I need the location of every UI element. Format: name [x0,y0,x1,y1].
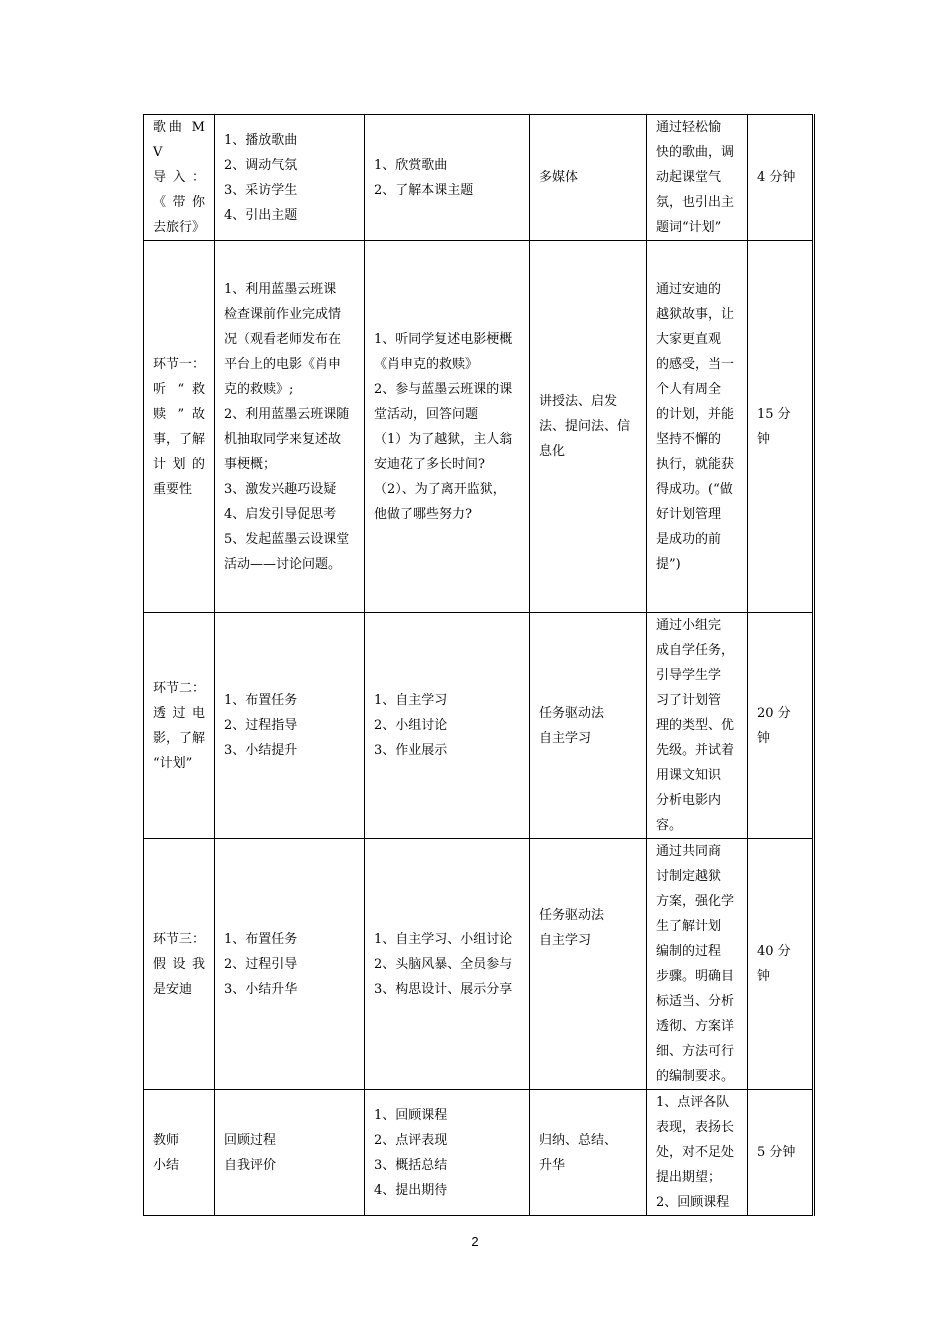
teacher-line: 活动——讨论问题。 [224,556,342,572]
intent-line: 分析电影内 [656,793,722,808]
intent-line: 通过轻松愉 [656,120,722,135]
intent-line: 2、回顾课程 [656,1195,730,1210]
stage-cell [144,241,215,613]
teacher-line: 3、激发兴趣巧设疑 [224,481,337,497]
student-line: 2、小组讨论 [374,718,448,733]
intent-line: 习了计划管 [656,693,722,708]
method-line: 任务驱动法 [539,908,605,923]
lesson-plan-table [143,114,815,1216]
stage-line: 假 设 我 [153,956,205,972]
method-cell [530,613,647,839]
teacher-line: 2、调动气氛 [224,157,298,173]
stage-line: 赎 ” 故 [153,406,205,422]
intent-line: 成自学任务， [656,643,735,658]
table-row [144,613,814,839]
teacher-line: 1、布置任务 [224,693,298,708]
stage-line: 教师 [153,1132,180,1148]
stage-line: 《带你 [153,195,205,210]
teacher-activity-cell [215,241,365,613]
student-activity-cell [365,115,530,241]
student-line: 《肖申克的救赎》 [374,356,479,372]
stage-line: 透 过 电 [153,705,205,721]
student-line: 2、参与蓝墨云班课的课 [374,381,513,397]
teacher-activity-cell [215,839,365,1090]
intent-line: 透彻、方案详 [656,1019,735,1034]
student-line: 2、点评表现 [374,1132,448,1148]
intent-line: 动起课堂气 [656,170,722,185]
student-line: （1）为了越狱，主人翁 [374,431,513,447]
stage-line: 重要性 [153,481,193,497]
teacher-activity-cell [215,613,365,839]
time-cell: 15 分钟 [748,241,814,613]
intent-line: 引导学生学 [656,668,722,683]
intent-line: 标适当、分析 [656,994,735,1009]
method-line: 息化 [539,444,566,459]
teacher-line: 4、引出主题 [224,207,298,223]
teacher-line: 2、过程引导 [224,956,298,972]
intent-line: 编制的过程 [656,944,722,959]
intent-line: 好计划管理 [656,506,722,522]
method-line: 多媒体 [539,170,579,185]
student-line: 4、提出期待 [374,1182,448,1198]
student-activity-cell [365,241,530,613]
student-line: 堂活动，回答问题 [374,406,479,422]
table-row [144,115,814,241]
method-cell [530,241,647,613]
intent-line: 的编制要求。 [656,1069,735,1084]
stage-line: 环节三： [153,931,206,947]
teacher-line: 事梗概； [224,456,277,472]
intent-line: 通过安迪的 [656,281,722,297]
intent-line: 坚持不懈的 [656,431,722,447]
intent-line: 处，对不足处 [656,1145,735,1160]
intent-line: 提”) [656,556,681,572]
intent-line: 步骤。明确目 [656,969,735,984]
intent-line: 通过小组完 [656,618,722,633]
intent-line: 表现，表扬长 [656,1120,735,1135]
teacher-line: 况（观看老师发布在 [224,331,342,347]
method-line: 自主学习 [539,933,592,948]
teacher-line: 2、利用蓝墨云班课随 [224,406,350,422]
method-cell [530,1090,647,1216]
teacher-line: 平台上的电影《肖申 [224,356,342,372]
stage-line: 影，了解 [153,730,206,746]
intent-line: 生了解计划 [656,919,722,934]
intent-line: 通过共同商 [656,844,722,859]
intent-line: 的感受，当一 [656,356,735,372]
method-line: 任务驱动法 [539,705,605,721]
intent-line: 得成功。(“做 [656,481,733,497]
student-line: 3、构思设计、展示分享 [374,981,513,997]
table-row [144,839,814,1090]
stage-line: 导 入 ： [153,170,205,185]
intent-line: 理的类型、优 [656,718,735,733]
time-cell: 40 分钟 [748,839,814,1090]
stage-cell [144,115,215,241]
method-line: 升华 [539,1157,566,1173]
teacher-activity-cell [215,115,365,241]
method-line: 讲授法、启发 [539,394,618,409]
intent-line: 1、点评各队 [656,1095,730,1110]
teacher-line: 检查课前作业完成情 [224,306,342,322]
intent-line: 个人有周全 [656,381,722,397]
student-line: 3、概括总结 [374,1157,448,1173]
teacher-line: 自我评价 [224,1157,277,1173]
teacher-line: 机抽取同学来复述故 [224,431,342,447]
time-cell: 4 分钟 [748,115,814,241]
stage-line: 计 划 的 [153,456,205,472]
intent-line: 提出期望； [656,1170,722,1185]
intent-line: 讨制定越狱 [656,869,722,884]
teacher-line: 3、小结提升 [224,743,298,758]
stage-cell [144,839,215,1090]
student-activity-cell [365,613,530,839]
student-line: 3、作业展示 [374,743,448,758]
design-intent-cell [647,241,748,613]
student-activity-cell [365,1090,530,1216]
method-line: 归纳、总结、 [539,1132,618,1148]
teacher-line: 克的救赎》; [224,381,294,397]
student-line: 安迪花了多长时间? [374,456,485,472]
intent-line: 大家更直观 [656,331,722,347]
design-intent-cell [647,1090,748,1216]
student-line: 1、回顾课程 [374,1107,448,1123]
stage-cell [144,1090,215,1216]
teacher-line: 2、过程指导 [224,718,298,733]
student-activity-cell [365,839,530,1090]
teacher-line: 3、采访学生 [224,182,298,198]
intent-line: 先级。并试着 [656,743,735,758]
stage-line: “计划” [153,755,193,771]
teacher-activity-cell [215,1090,365,1216]
stage-line: 事，了解 [153,431,206,447]
stage-line: 去旅行》 [153,220,206,235]
teacher-line: 1、利用蓝墨云班课 [224,281,337,297]
student-line: 1、听同学复述电影梗概 [374,331,513,347]
design-intent-cell [647,115,748,241]
teacher-line: 5、发起蓝墨云设课堂 [224,531,350,547]
teacher-line: 1、播放歌曲 [224,132,298,148]
student-line: 1、自主学习、小组讨论 [374,931,513,947]
stage-line: 环节一： [153,356,206,372]
design-intent-cell [647,839,748,1090]
stage-line: 小结 [153,1157,180,1173]
teacher-line: 4、启发引导促思考 [224,506,337,522]
intent-line: 是成功的前 [656,531,722,547]
design-intent-cell [647,613,748,839]
intent-line: 用课文知识 [656,768,722,783]
intent-line: 方案，强化学 [656,894,735,909]
method-cell [530,839,647,1090]
table-row [144,1090,814,1216]
student-line: 1、欣赏歌曲 [374,157,448,173]
stage-cell [144,613,215,839]
stage-line: 听 “ 救 [153,381,205,397]
teacher-line: 1、布置任务 [224,931,298,947]
stage-line: 歌曲 MV [153,120,205,160]
student-line: 他做了哪些努力? [374,506,472,522]
student-line: 2、头脑风暴、全员参与 [374,956,513,972]
page-number: 2 [471,1234,479,1249]
method-line: 自主学习 [539,730,592,746]
stage-line: 是安迪 [153,981,193,997]
intent-line: 越狱故事，让 [656,306,735,322]
intent-line: 容。 [656,818,683,833]
intent-line: 执行，就能获 [656,456,735,472]
student-line: 2、了解本课主题 [374,182,474,198]
time-cell: 20 分钟 [748,613,814,839]
intent-line: 氛，也引出主 [656,195,735,210]
student-line: （2）、为了离开监狱， [374,481,506,497]
intent-line: 快的歌曲，调 [656,145,735,160]
method-line: 法、提问法、信 [539,419,631,434]
time-cell: 5 分钟 [748,1090,814,1216]
intent-line: 题词“计划” [656,220,722,235]
table-row [144,241,814,613]
student-line: 1、自主学习 [374,693,448,708]
teacher-line: 3、小结升华 [224,981,298,997]
method-cell [530,115,647,241]
intent-line: 细、方法可行 [656,1044,735,1059]
stage-line: 环节二： [153,680,206,696]
intent-line: 的计划，并能 [656,406,735,422]
teacher-line: 回顾过程 [224,1132,277,1148]
